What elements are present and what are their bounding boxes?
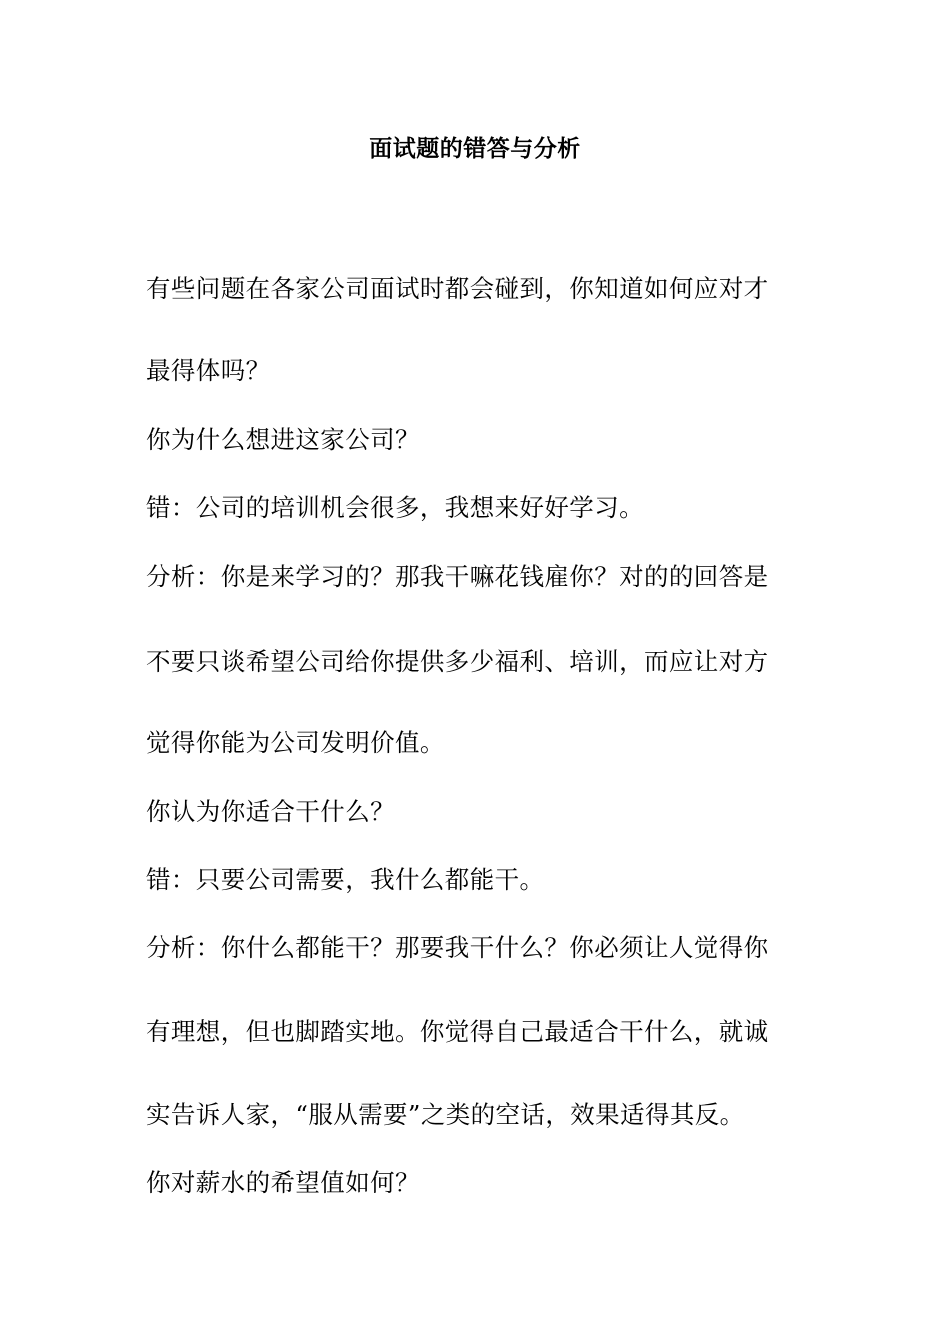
paragraph-line: 最得体吗？ <box>146 356 271 385</box>
question-line: 你对薪水的希望值如何？ <box>146 1168 420 1197</box>
analysis-line: 觉得你能为公司发明价值。 <box>146 728 445 757</box>
document-title: 面试题的错答与分析 <box>369 136 581 162</box>
paragraph-line: 有些问题在各家公司面试时都会碰到，你知道如何应对才 <box>146 274 769 303</box>
analysis-line: 不要只谈希望公司给你提供多少福利、培训，而应让对方 <box>146 647 769 676</box>
analysis-line: 实告诉人家，“服从需要”之类的空话，效果适得其反。 <box>146 1100 745 1129</box>
question-line: 你认为你适合干什么？ <box>146 797 395 826</box>
analysis-line: 分析：你是来学习的？那我干嘛花钱雇你？对的的回答是 <box>146 562 769 591</box>
question-line: 你为什么想进这家公司？ <box>146 425 420 454</box>
analysis-line: 分析：你什么都能干？那要我干什么？你必须让人觉得你 <box>146 933 769 962</box>
wrong-answer-line: 错：公司的培训机会很多，我想来好好学习。 <box>146 493 644 522</box>
wrong-answer-line: 错：只要公司需要，我什么都能干。 <box>146 865 545 894</box>
analysis-line: 有理想，但也脚踏实地。你觉得自己最适合干什么，就诚 <box>146 1017 769 1046</box>
